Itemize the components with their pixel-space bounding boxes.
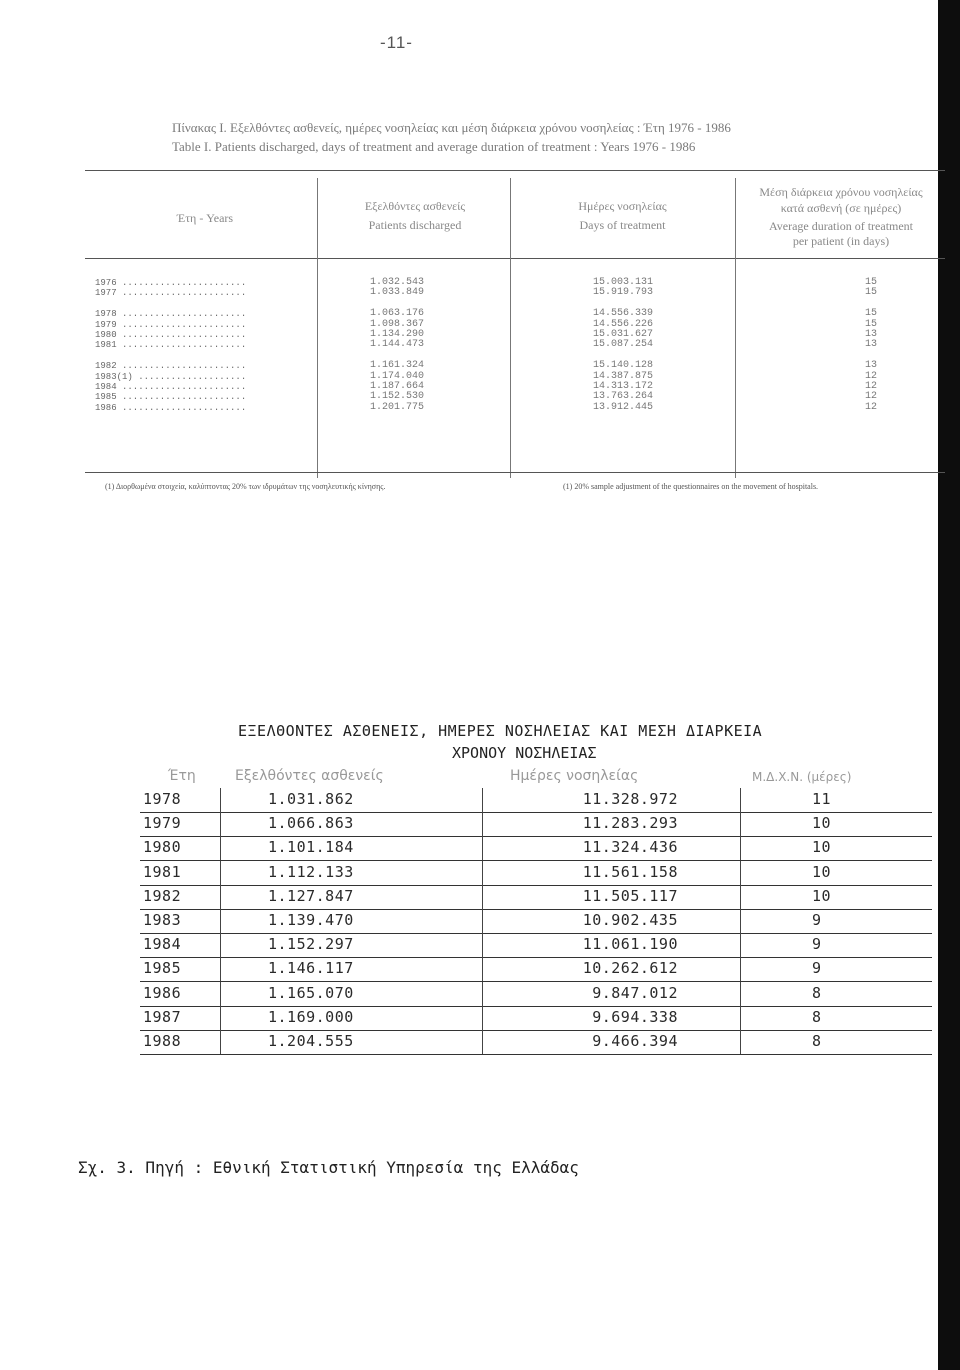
avg-cell: 10 (812, 814, 832, 833)
year-cell: 1980 (143, 838, 182, 857)
table2-header-patients: Εξελθόντες ασθενείς (235, 768, 384, 784)
table1-header-patients-gr: Εξελθόντες ασθενείς (364, 199, 466, 213)
days-cell: 11.505.117 (582, 886, 678, 905)
days-cell: 11.561.158 (582, 862, 678, 881)
column-separator (220, 885, 221, 909)
year-cell: 1982 (143, 886, 182, 905)
table2-header-avg: Μ.Δ.Χ.Ν. (μέρες) (752, 770, 852, 784)
table1-header-days-gr: Ημέρες νοσηλείας (578, 199, 667, 213)
column-separator (482, 861, 483, 885)
column-separator (740, 982, 741, 1006)
avg-cell: 9 (812, 959, 822, 978)
table2 (140, 768, 932, 1058)
table1-patients-column: 1.032.543 1.033.849 1.063.176 1.098.367 1.134.290 1.144.473 1.161.324 1.174.040 1.187.664 1.152.530 1.201.775 (370, 277, 425, 413)
column-separator (482, 982, 483, 1006)
table1-header-avg-gr: Μέση διάρκεια χρόνου νοσηλείας (759, 185, 923, 199)
table1-header-avg-gr-2: κατά ασθενή (σε ημέρες) (780, 201, 902, 215)
column-separator (220, 836, 221, 860)
column-separator (220, 1006, 221, 1030)
avg-cell: 10 (812, 862, 832, 881)
patients-cell: 1.139.470 (268, 911, 354, 929)
table-row (140, 1030, 932, 1055)
column-separator (482, 885, 483, 909)
table-row (140, 909, 932, 934)
patients-cell: 1.165.070 (268, 983, 354, 1002)
avg-cell: 10 (812, 886, 832, 905)
column-separator (220, 957, 221, 981)
column-separator (740, 788, 741, 812)
table1-header-patients-en: Patients discharged (368, 218, 462, 232)
table-row (140, 933, 932, 958)
column-separator (220, 982, 221, 1006)
table2-header-days: Ημέρες νοσηλείας (510, 768, 639, 784)
table2-title: ΕΞΕΛΘΟΝΤΕΣ ΑΣΘΕΝΕΙΣ, ΗΜΕΡΕΣ ΝΟΣΗΛΕΙΑΣ ΚΑΙ ΜΕΣΗ ΔΙΑΡΚΕΙΑ (238, 722, 763, 740)
avg-cell: 10 (812, 838, 832, 857)
days-cell: 9.466.394 (592, 1032, 678, 1050)
avg-cell: 9 (812, 935, 822, 954)
column-separator (220, 812, 221, 836)
table1-caption-english: Table I. Patients discharged, days of treatment and average duration of treatment : Years 1976 - 1986 (172, 139, 696, 154)
column-separator (482, 933, 483, 957)
column-separator (740, 933, 741, 957)
column-separator (740, 812, 741, 836)
avg-cell: 11 (812, 790, 832, 808)
table1-years-column: 1976 ....................... 1977 ....................... 1978 ....................... 1979 ....................... 1980 ....................... 1981 ....................... 1982 ....................... 1983(1) .................... 1984 ....................... 1985 ....................... 1986 ....................... (95, 278, 247, 413)
patients-cell: 1.169.000 (268, 1007, 354, 1026)
column-separator (740, 1030, 741, 1054)
column-separator (482, 1030, 483, 1054)
table1-col-divider (510, 178, 511, 478)
column-separator (220, 933, 221, 957)
table2-title-line2: ΧΡΟΝΟΥ ΝΟΣΗΛΕΙΑΣ (452, 744, 597, 762)
days-cell: 9.847.012 (592, 983, 678, 1002)
patients-cell: 1.127.847 (268, 886, 354, 905)
table-row (140, 1006, 932, 1031)
table1-footnote-english: (1) 20% sample adjustment of the questionnaires on the movement of hospitals. (563, 482, 819, 491)
year-cell: 1987 (143, 1007, 182, 1026)
column-separator (740, 885, 741, 909)
days-cell: 11.324.436 (582, 838, 678, 857)
year-cell: 1983 (143, 911, 182, 929)
column-separator (482, 788, 483, 812)
patients-cell: 1.112.133 (268, 862, 354, 881)
table1-header-days-en: Days of treatment (579, 218, 666, 232)
year-cell: 1984 (143, 935, 182, 954)
page-number: -11- (380, 33, 413, 52)
patients-cell: 1.146.117 (268, 959, 354, 978)
year-cell: 1979 (143, 814, 182, 833)
table1-col-divider (317, 178, 318, 478)
patients-cell: 1.066.863 (268, 814, 354, 833)
days-cell: 11.061.190 (582, 935, 678, 954)
table1-avg-column: 15 15 15 15 13 13 13 12 12 12 12 (865, 277, 878, 413)
year-cell: 1981 (143, 862, 182, 881)
table-row (140, 885, 932, 910)
table1-bottom-rule (85, 472, 945, 473)
days-cell: 9.694.338 (592, 1007, 678, 1026)
column-separator (220, 861, 221, 885)
year-cell: 1985 (143, 959, 182, 978)
table-row (140, 836, 932, 861)
column-separator (740, 836, 741, 860)
days-cell: 11.283.293 (582, 814, 678, 833)
column-separator (482, 1006, 483, 1030)
column-separator (740, 1006, 741, 1030)
year-cell: 1988 (143, 1032, 182, 1050)
patients-cell: 1.204.555 (268, 1032, 354, 1050)
patients-cell: 1.152.297 (268, 935, 354, 954)
table-row (140, 812, 932, 837)
table-row (140, 957, 932, 982)
column-separator (740, 861, 741, 885)
table1-footnote-greek: (1) Διορθωμένα στοιχεία, καλύπτοντας 20% των ιδρυμάτων της νοσηλευτικής κίνησης. (105, 482, 386, 491)
column-separator (740, 909, 741, 933)
table1 (85, 170, 945, 500)
column-separator (220, 788, 221, 812)
patients-cell: 1.031.862 (268, 790, 354, 808)
year-cell: 1978 (143, 790, 182, 808)
days-cell: 10.902.435 (582, 911, 678, 929)
column-separator (740, 957, 741, 981)
table-row (140, 788, 932, 813)
table1-header-rule (85, 258, 945, 259)
days-cell: 10.262.612 (582, 959, 678, 978)
column-separator (482, 957, 483, 981)
patients-cell: 1.101.184 (268, 838, 354, 857)
column-separator (482, 836, 483, 860)
table-row (140, 982, 932, 1007)
table2-header-years: Έτη (168, 768, 196, 784)
year-cell: 1986 (143, 983, 182, 1002)
avg-cell: 8 (812, 1007, 822, 1026)
table1-col-divider (735, 178, 736, 478)
avg-cell: 8 (812, 983, 822, 1002)
column-separator (220, 909, 221, 933)
table1-days-column: 15.003.131 15.919.793 14.556.339 14.556.226 15.031.627 15.087.254 15.140.128 14.387.875 14.313.172 13.763.264 13.912.445 (593, 277, 654, 413)
avg-cell: 9 (812, 911, 822, 929)
table1-header-avg-en: Average duration of treatment (768, 219, 914, 233)
table1-header-years: Έτη - Years (176, 211, 234, 225)
column-separator (482, 909, 483, 933)
column-separator (220, 1030, 221, 1054)
days-cell: 11.328.972 (582, 790, 678, 808)
table-row (140, 861, 932, 886)
table1-top-rule (85, 170, 945, 171)
column-separator (482, 812, 483, 836)
table1-caption-greek: Πίνακας Ι. Εξελθόντες ασθενείς, ημέρες νοσηλείας και μέση διάρκεια χρόνου νοσηλείας : Έτη 1976 - 1986 (172, 120, 731, 135)
avg-cell: 8 (812, 1032, 822, 1050)
figure-source: Σχ. 3. Πηγή : Εθνική Στατιστική Υπηρεσία της Ελλάδας (78, 1158, 579, 1177)
table1-header-avg-en-2: per patient (in days) (792, 234, 890, 248)
